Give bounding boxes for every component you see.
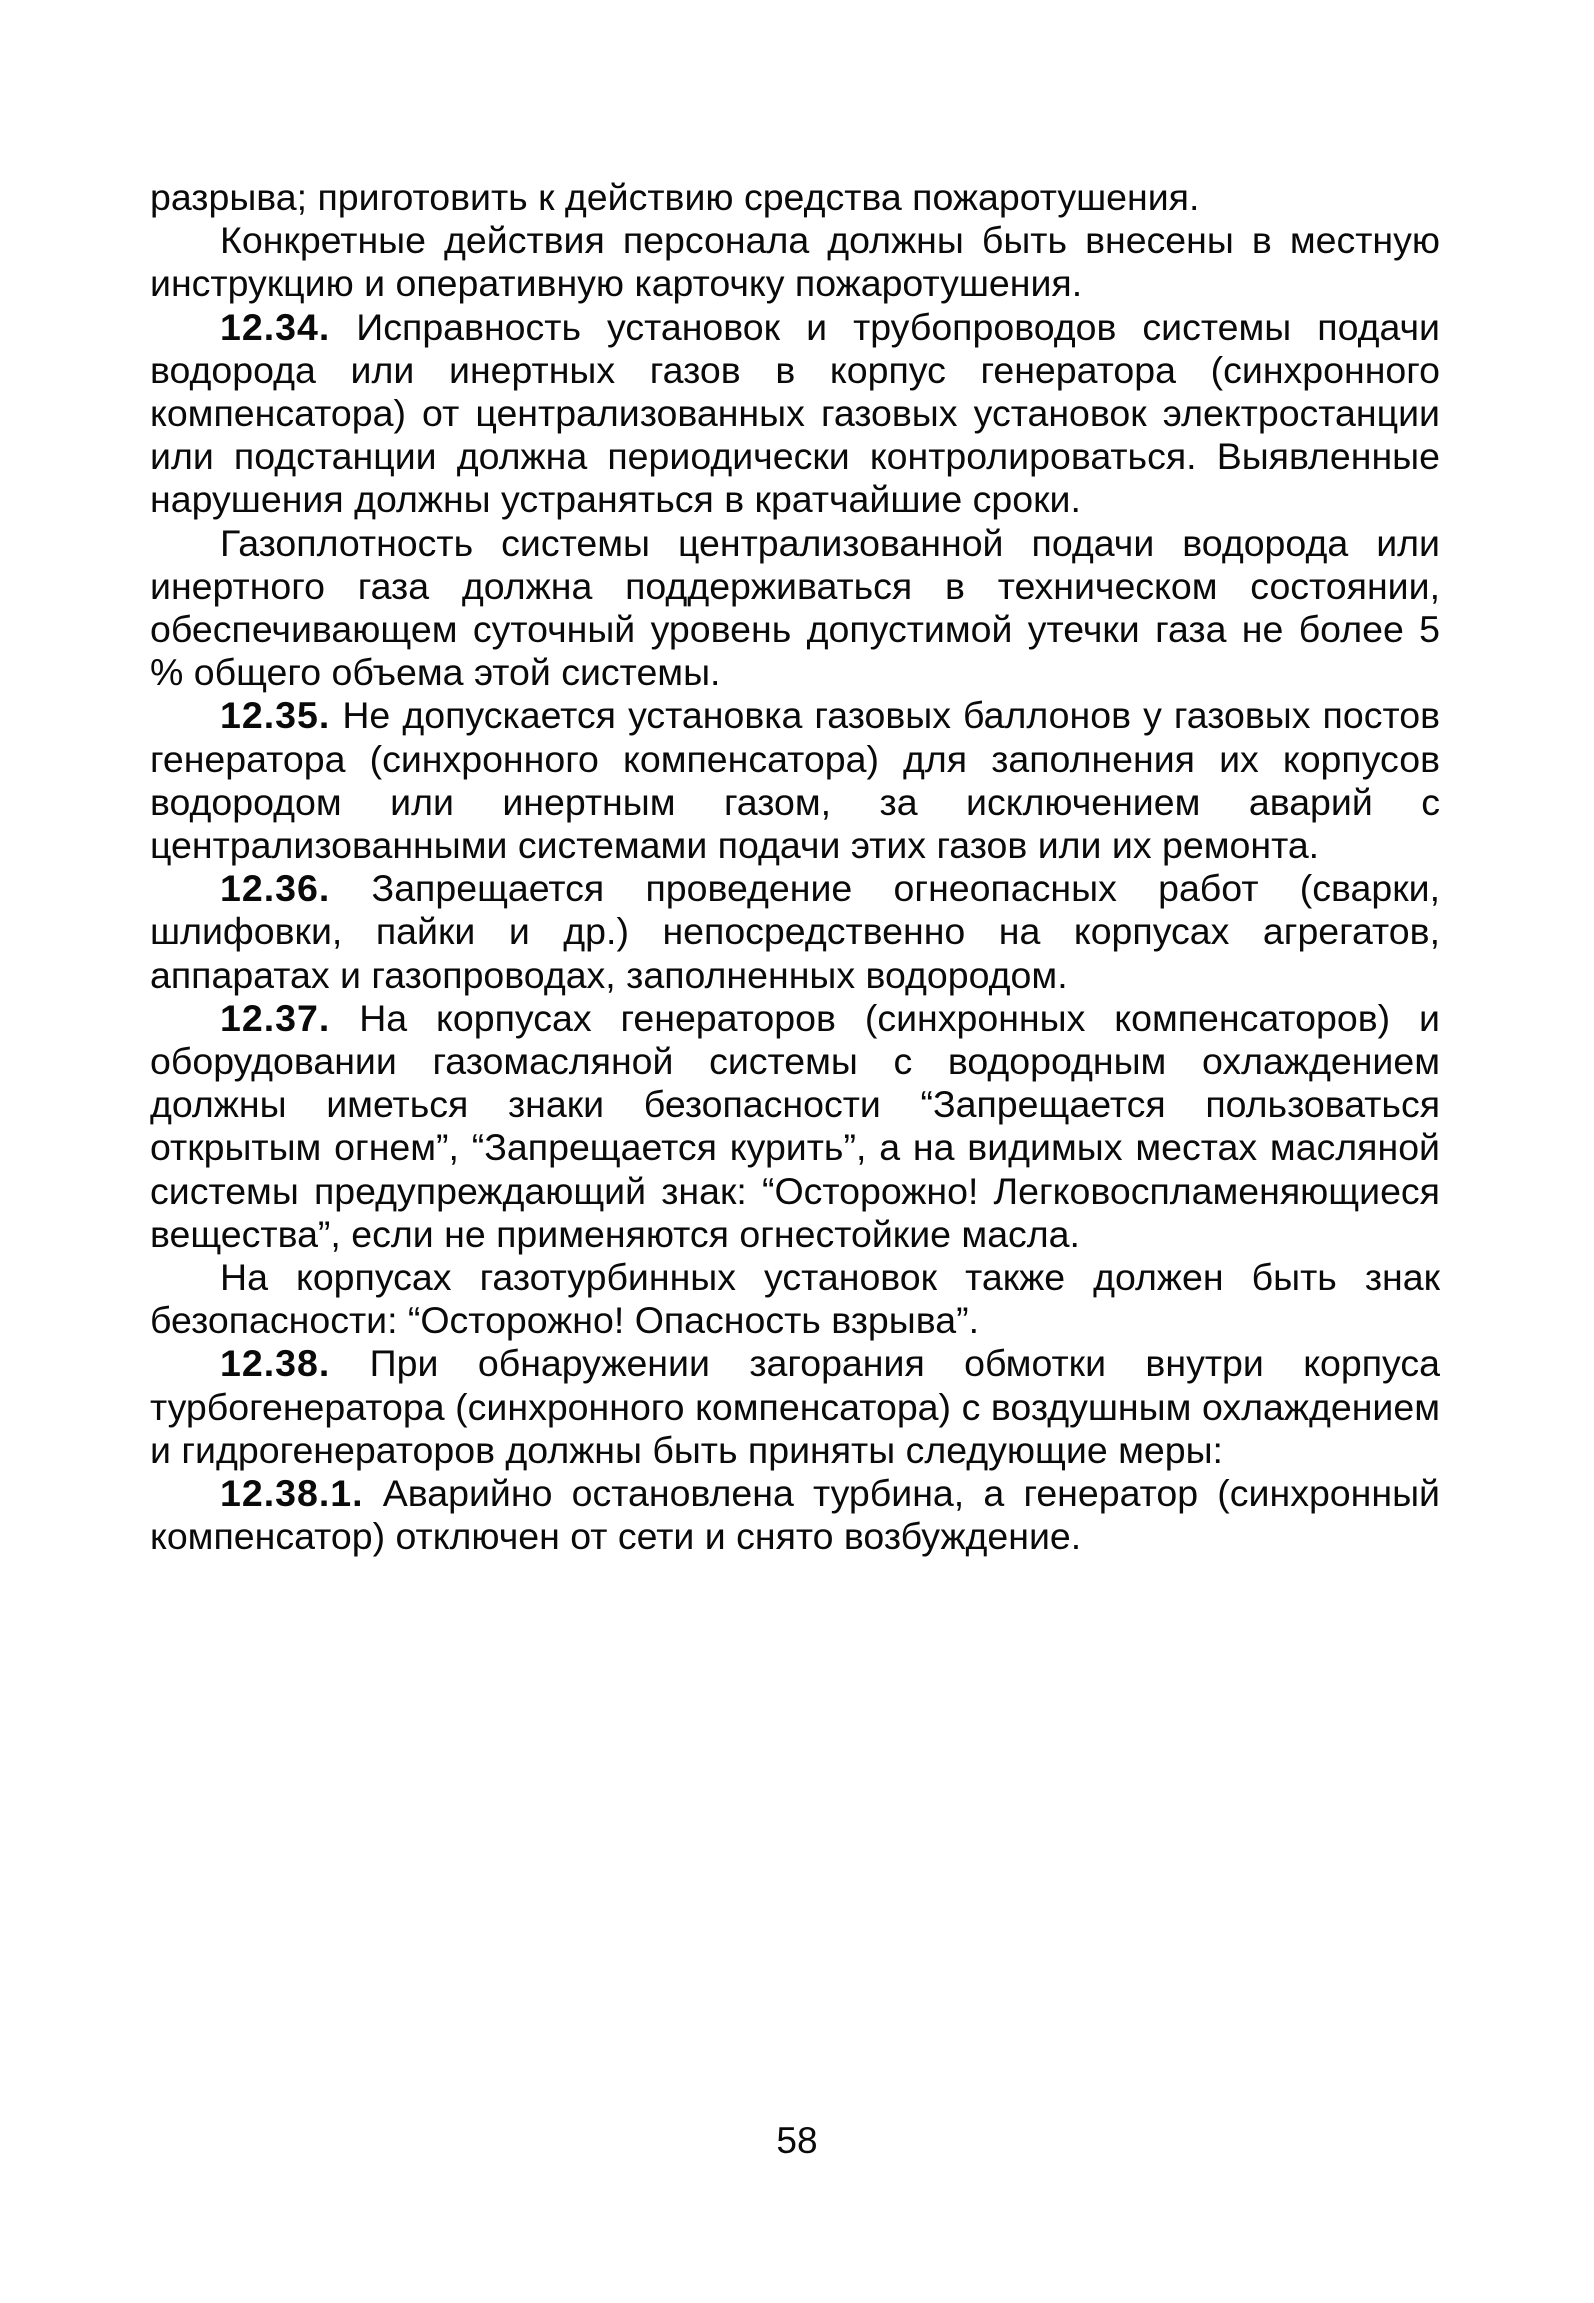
paragraph-gas-tightness: [150, 522, 1440, 695]
paragraph-text: Не допускается установка газовых баллонов у газовых постов генератора (синхронного компенсатора) для заполнения их корпусов водородом или инертным газом, за исключением аварий с централизованными системами подачи этих газов или их ремонта.: [150, 694, 1440, 867]
paragraph-text: Запрещается проведение огнеопасных работ (сварки, шлифовки, пайки и др.) непосредственно на корпусах агрегатов, аппаратах и газопроводах, заполненных водородом.: [150, 867, 1440, 996]
paragraph-text: Газоплотность системы централизованной подачи водорода или инертного газа должна поддерживаться в техническом состоянии, обеспечивающем суточный уровень допустимой утечки газа не более 5 % общего объема этой системы.: [150, 521, 1440, 694]
paragraph-text: Конкретные действия персонала должны быть внесены в местную инструкцию и оперативную карточку пожаротушения.: [150, 219, 1440, 305]
clause-number: 12.37.: [220, 996, 331, 1039]
paragraph-text: разрыва; приготовить к действию средства пожаротушения.: [150, 176, 1200, 218]
paragraph-text: На корпусах генераторов (синхронных компенсаторов) и оборудовании газомасляной системы с водородным охлаждением должны иметься знаки безопасности “Запрещается пользоваться открытым огнем”, “Запрещается курить”, а на видимых местах масляной системы предупреждающий знак: “Осторожно! Легковоспламеняющиеся вещества”, если не применяются огнестойкие масла.: [150, 996, 1440, 1255]
paragraph-text: При обнаружении загорания обмотки внутри корпуса турбогенератора (синхронного компенсатора) с воздушным охлаждением и гидрогенераторов должны быть приняты следующие меры:: [150, 1342, 1440, 1471]
clause-number: 12.36.: [220, 867, 331, 910]
paragraph-12-34: [150, 306, 1440, 522]
paragraph-fire-extinguishing: [150, 176, 1440, 219]
paragraph-text: Аварийно остановлена турбина, а генератор (синхронный компенсатор) отключен от сети и снято возбуждение.: [150, 1472, 1440, 1558]
paragraph-12-38: [150, 1342, 1440, 1472]
clause-number: 12.34.: [220, 305, 331, 348]
document-body: [150, 176, 1440, 1559]
page-number: 58: [776, 2120, 818, 2161]
clause-number: 12.38.1.: [220, 1472, 364, 1515]
paragraph-text: На корпусах газотурбинных установок также должен быть знак безопасности: “Осторожно! Опасность взрыва”.: [150, 1256, 1440, 1342]
paragraph-personnel-actions: [150, 219, 1440, 305]
clause-number: 12.38.: [220, 1342, 331, 1385]
paragraph-text: Исправность установок и трубопроводов системы подачи водорода или инертных газов в корпус генератора (синхронного компенсатора) от централизованных газовых установок электростанции или подстанции должна периодически контролироваться. Выявленные нарушения должны устраняться в кратчайшие сроки.: [150, 305, 1440, 521]
paragraph-12-37: [150, 997, 1440, 1256]
paragraph-12-35: [150, 694, 1440, 867]
paragraph-12-38-1: [150, 1472, 1440, 1558]
paragraph-12-36: [150, 867, 1440, 997]
paragraph-gas-turbine-sign: [150, 1256, 1440, 1342]
clause-number: 12.35.: [220, 694, 331, 737]
